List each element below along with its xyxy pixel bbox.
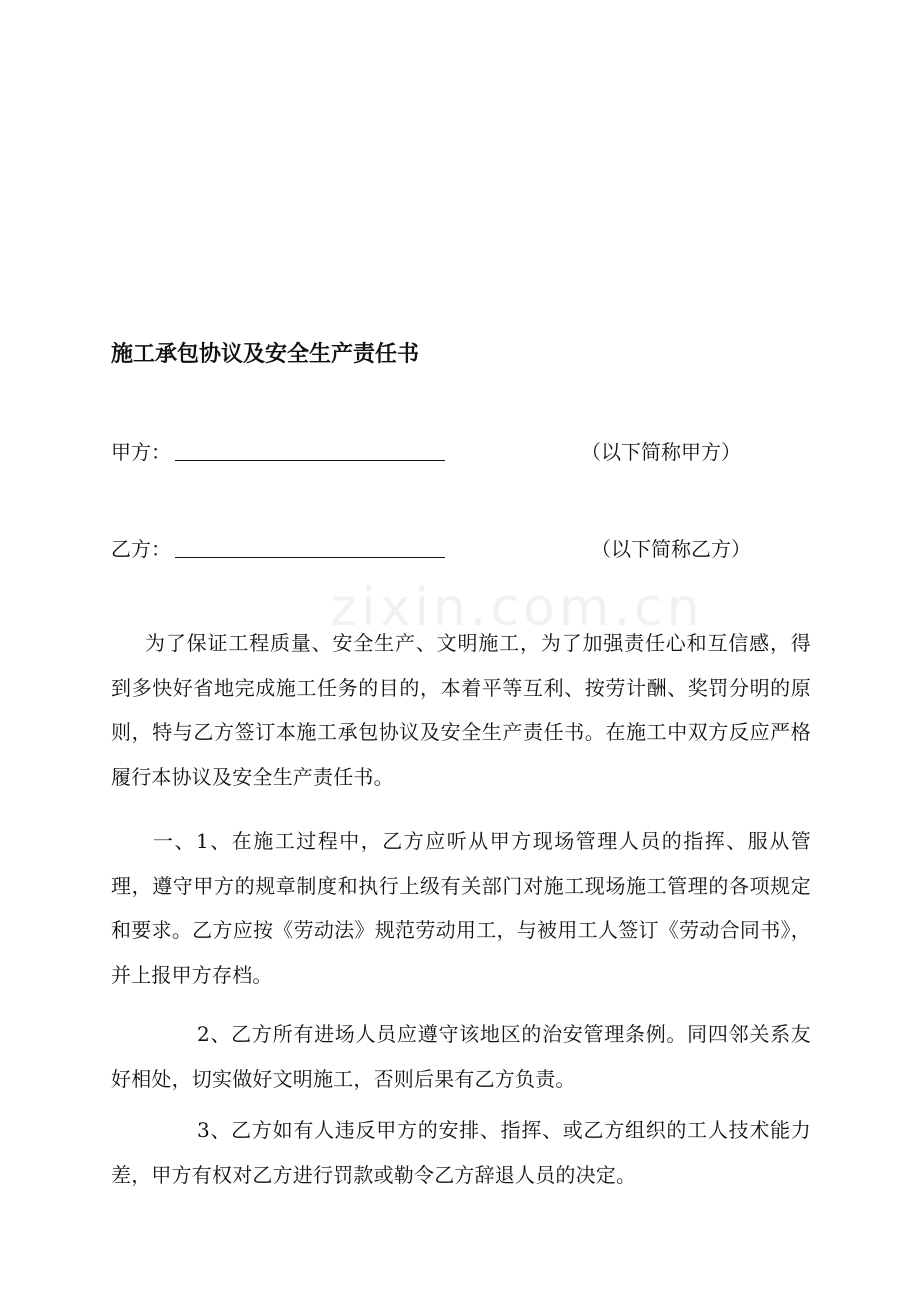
paragraph-clause-1-2: 2、乙方所有进场人员应遵守该地区的治安管理条例。同四邻关系友好相处，切实做好文明施工，否则后果有乙方负责。 (111, 1022, 811, 1091)
paragraph-clause-1-3: 3、乙方如有人违反甲方的安排、指挥、或乙方组织的工人技术能力差，甲方有权对乙方进行罚款或勒令乙方辞退人员的决定。 (111, 1118, 811, 1187)
party-a-label: 甲方： (111, 440, 171, 464)
party-b-blank-line (175, 557, 445, 558)
party-b-label: 乙方： (111, 537, 171, 561)
watermark-text: zixin.com.cn (330, 578, 704, 638)
paragraph-intro: 为了保证工程质量、安全生产、文明施工，为了加强责任心和互信感，得到多快好省地完成施工任务的目的，本着平等互利、按劳计酬、奖罚分明的原则，特与乙方签订本施工承包协议及安全生产责任书。在施工中双方反应严格履行本协议及安全生产责任书。 (111, 631, 811, 790)
party-a-note: （以下简称甲方） (581, 440, 741, 464)
party-a-blank-line (175, 460, 445, 461)
party-b-note: （以下简称乙方） (591, 537, 751, 561)
paragraph-clause-1-1: 一、1、在施工过程中，乙方应听从甲方现场管理人员的指挥、服从管理，遵守甲方的规章制度和执行上级有关部门对施工现场施工管理的各项规定和要求。乙方应按《劳动法》规范劳动用工，与被用工人签订《劳动合同书》，并上报甲方存档。 (111, 829, 811, 988)
document-title: 施工承包协议及安全生产责任书 (111, 342, 420, 367)
